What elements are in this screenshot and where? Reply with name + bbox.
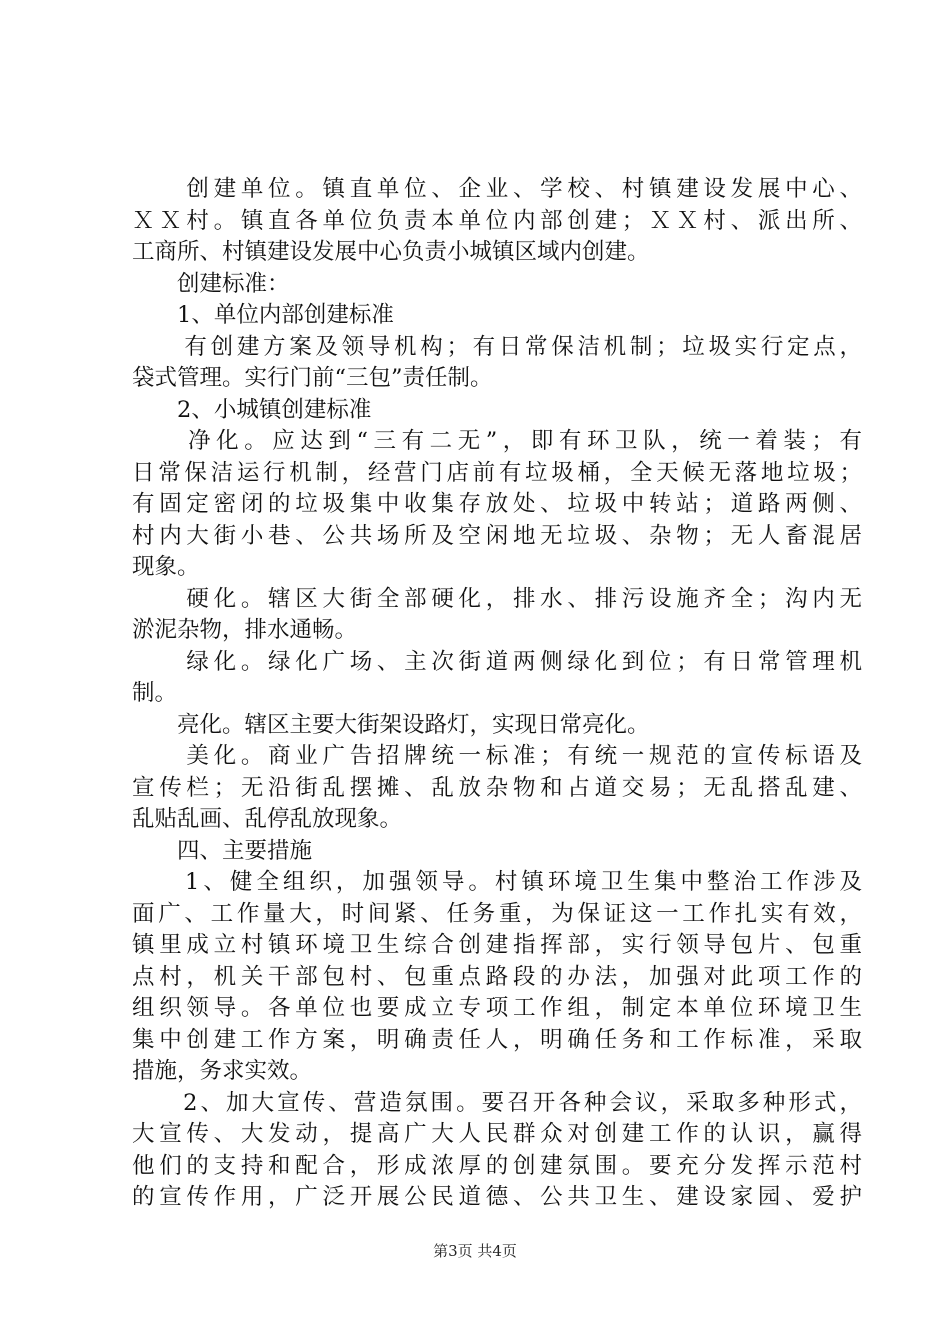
text-line: 2、小城镇创建标准 [132,396,372,423]
text-line: 现象。 [132,554,200,580]
text-line: 硬化。辖区大街全部硬化，排水、排污设施齐全；沟内无 [132,585,862,612]
text-line: 创建单位。镇直单位、企业、学校、村镇建设发展中心、 [132,176,862,202]
text-line: 2、加大宣传、营造氛围。要召开各种会议，采取多种形式， [132,1089,862,1116]
text-line: 组织领导。各单位也要成立专项工作组，制定本单位环境卫生 [132,995,862,1021]
text-line: ＸＸ村。镇直各单位负责本单位内部创建；ＸＸ村、派出所、 [132,207,862,234]
text-line: 镇里成立村镇环境卫生综合创建指挥部，实行领导包片、包重 [132,932,862,958]
text-line: 乱贴乱画、乱停乱放现象。 [132,806,403,832]
text-line: 制。 [132,680,178,706]
text-line: 大宣传、大发动，提高广大人民群众对创建工作的认识，赢得 [132,1121,862,1147]
text-line: 淤泥杂物，排水通畅。 [132,617,358,643]
text-line: 美化。商业广告招牌统一标准；有统一规范的宣传标语及 [132,743,862,769]
text-line: 四、主要措施 [132,837,313,864]
text-line: 宣传栏；无沿街乱摆摊、乱放杂物和占道交易；无乱搭乱建、 [132,774,862,801]
text-line: 1、单位内部创建标准 [132,302,394,328]
page-number-label: 第3页 共4页 [433,1242,517,1260]
text-line: 1、健全组织，加强领导。村镇环境卫生集中整治工作涉及 [132,869,862,895]
text-line: 措施，务求实效。 [132,1058,313,1084]
text-line: 袋式管理。实行门前“三包”责任制。 [132,365,493,391]
text-line: 净化。应达到“三有二无”，即有环卫队，统一着装；有 [132,428,862,454]
text-line: 绿化。绿化广场、主次街道两侧绿化到位；有日常管理机 [132,648,862,675]
text-line: 有固定密闭的垃圾集中收集存放处、垃圾中转站；道路两侧、 [132,491,862,517]
document-body [132,174,862,1214]
text-line: 集中创建工作方案，明确责任人，明确任务和工作标准，采取 [132,1026,862,1053]
text-line: 面广、工作量大，时间紧、任务重，为保证这一工作扎实有效， [132,900,862,927]
text-line: 有创建方案及领导机构；有日常保洁机制；垃圾实行定点， [132,333,862,360]
text-line: 日常保洁运行机制，经营门店前有垃圾桶，全天候无落地垃圾； [132,459,862,486]
text-line: 他们的支持和配合，形成浓厚的创建氛围。要充分发挥示范村 [132,1152,862,1179]
page-footer [0,1241,950,1261]
text-line: 工商所、村镇建设发展中心负责小城镇区域内创建。 [132,239,650,265]
text-line: 亮化。辖区主要大街架设路灯，实现日常亮化。 [132,711,650,738]
text-line: 村内大街小巷、公共场所及空闲地无垃圾、杂物；无人畜混居 [132,522,862,549]
text-line: 的宣传作用，广泛开展公民道德、公共卫生、建设家园、爱护 [132,1184,862,1210]
text-line: 点村，机关干部包村、包重点路段的办法，加强对此项工作的 [132,963,862,990]
text-line: 创建标准： [132,270,290,297]
